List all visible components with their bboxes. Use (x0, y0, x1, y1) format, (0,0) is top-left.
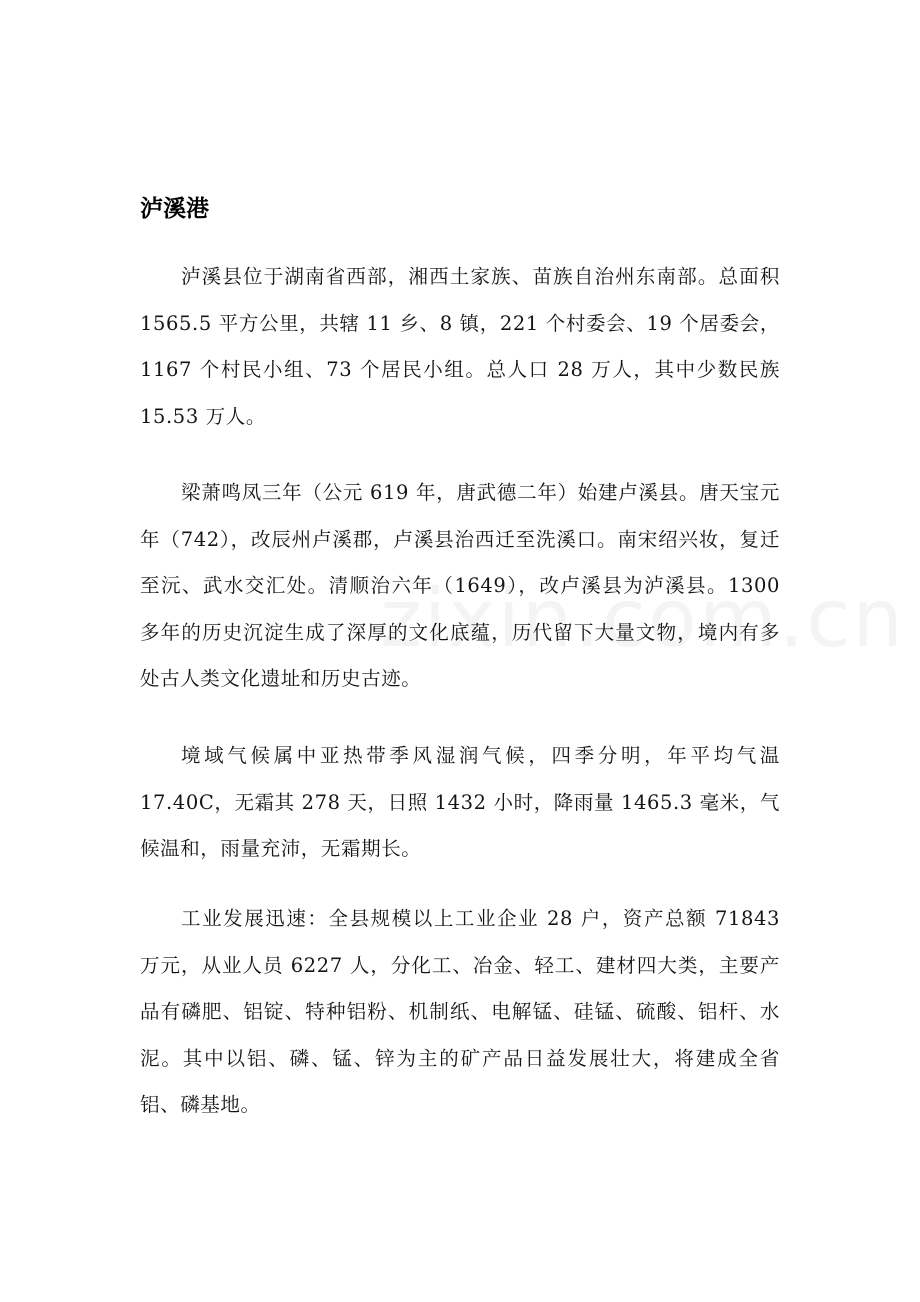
paragraph-industry: 工业发展迅速：全县规模以上工业企业 28 户，资产总额 71843 万元，从业人员 6227 人，分化工、冶金、轻工、建材四大类，主要产品有磷肥、铝锭、特种铝粉、机制纸、电解锰、硅锰、硫酸、铝杆、水泥。其中以铝、磷、锰、锌为主的矿产品日益发展壮大，将建成全省铝、磷基地。 (140, 907, 780, 1116)
paragraph-history: 梁萧鸣凤三年（公元 619 年，唐武德二年）始建卢溪县。唐天宝元年（742），改辰州卢溪郡，卢溪县治西迁至洗溪口。南宋绍兴妆，复迁至沅、武水交汇处。清顺治六年（1649），改卢溪县为泸溪县。1300 多年的历史沉淀生成了深厚的文化底蕴，历代留下大量文物，境内有多处古人类文化遗址和历史古迹。 (140, 481, 780, 690)
document-title: 泸溪港 (140, 196, 209, 222)
paragraph-climate: 境域气候属中亚热带季风湿润气候，四季分明，年平均气温 17.40C，无霜其 278 天，日照 1432 小时，降雨量 1465.3 毫米，气候温和，雨量充沛，无霜期长。 (140, 744, 780, 860)
paragraph-overview: 泸溪县位于湖南省西部，湘西土家族、苗族自治州东南部。总面积 1565.5 平方公里，共辖 11 乡、8 镇，221 个村委会、19 个居委会，1167 个村民小组、73 个居民小组。总人口 28 万人，其中少数民族 15.53 万人。 (140, 265, 780, 428)
